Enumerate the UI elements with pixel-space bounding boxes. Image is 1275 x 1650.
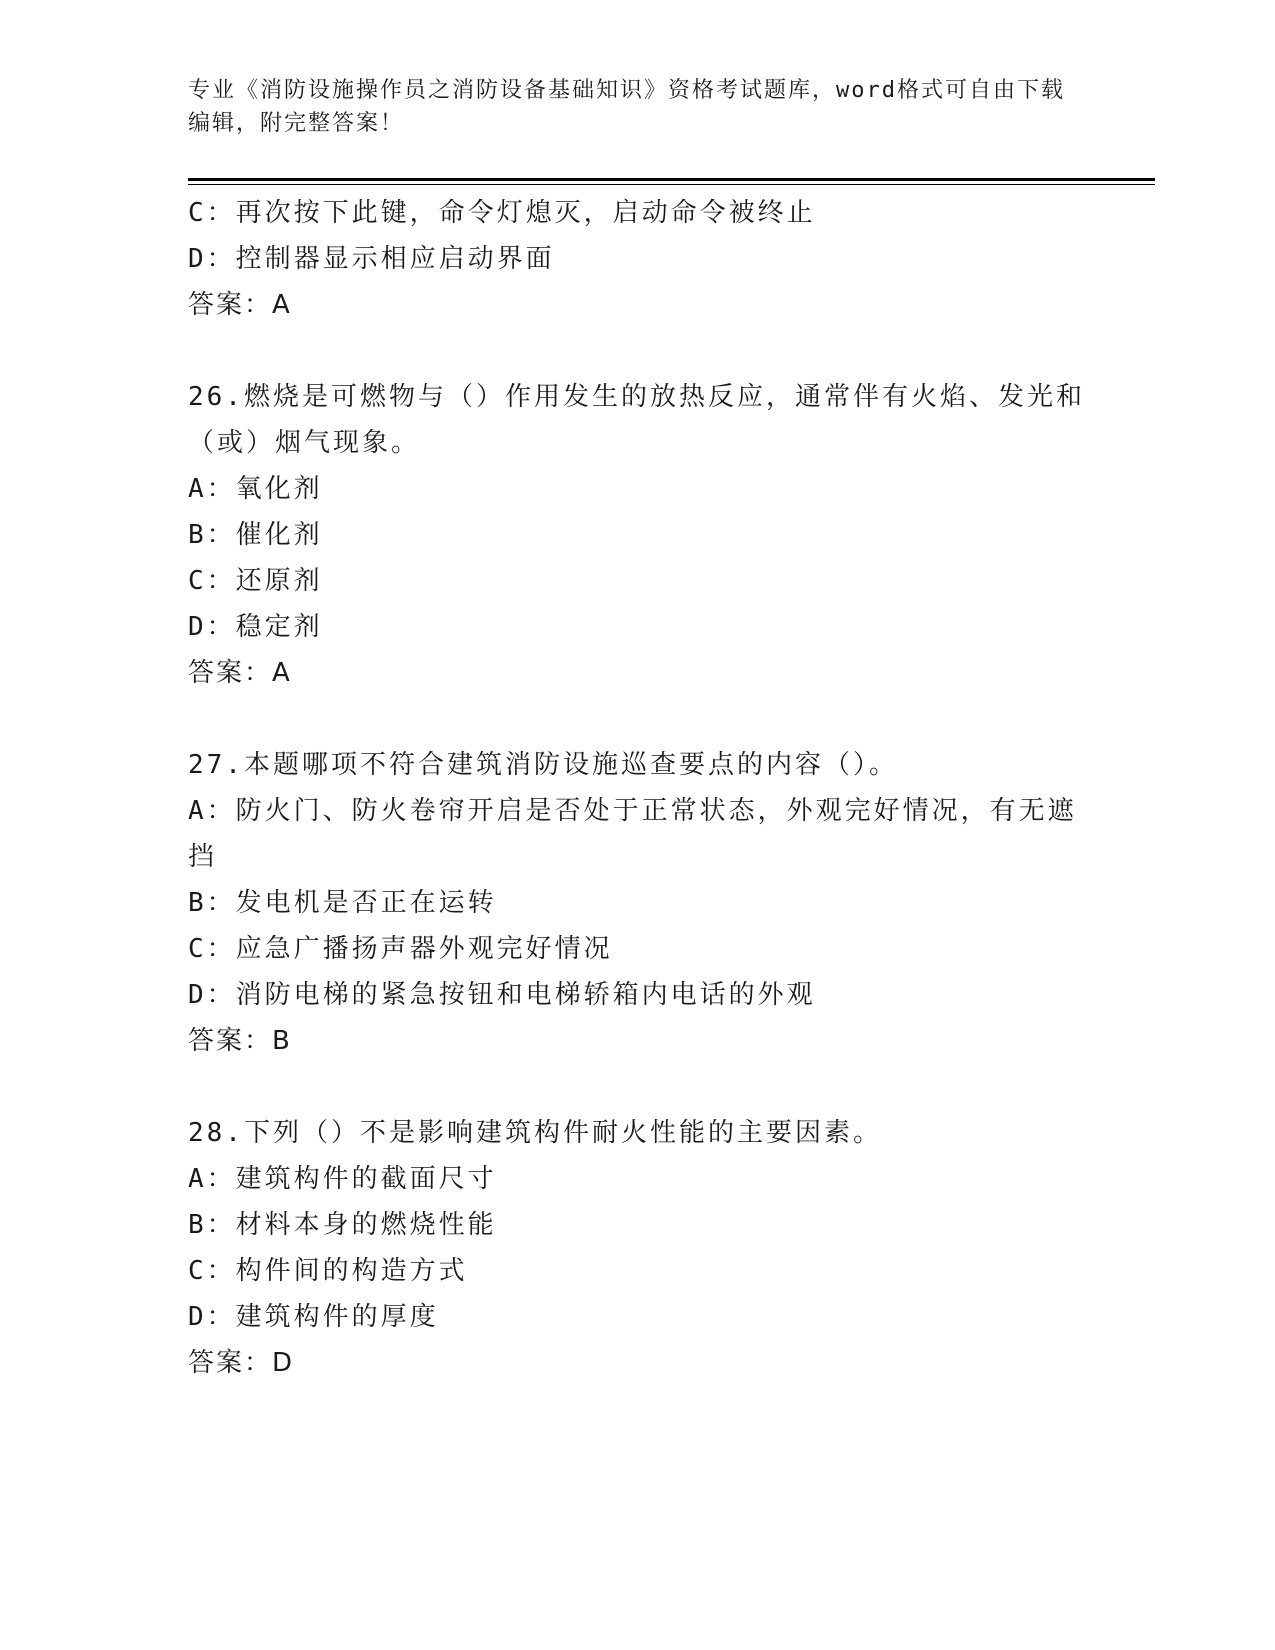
option-c: C：再次按下此键，命令灯熄灭，启动命令被终止 xyxy=(188,198,816,228)
option-c: C：构件间的构造方式 xyxy=(188,1256,468,1286)
question-fragment xyxy=(188,190,1088,328)
option-d: D：稳定剂 xyxy=(188,612,323,642)
option-c: C：还原剂 xyxy=(188,566,323,596)
question-stem: 27.本题哪项不符合建筑消防设施巡查要点的内容（）。 xyxy=(188,750,898,780)
spacer xyxy=(188,696,1088,742)
option-d: D：控制器显示相应启动界面 xyxy=(188,244,555,274)
question-stem: 28.下列（）不是影响建筑构件耐火性能的主要因素。 xyxy=(188,1118,882,1148)
question-stem: 26.燃烧是可燃物与（）作用发生的放热反应，通常伴有火焰、发光和（或）烟气现象。 xyxy=(188,382,1085,458)
option-a: A：氧化剂 xyxy=(188,474,323,504)
question-26 xyxy=(188,374,1088,696)
question-content xyxy=(188,190,1088,1386)
option-d: D：消防电梯的紧急按钮和电梯轿箱内电话的外观 xyxy=(188,980,816,1010)
option-b: B：材料本身的燃烧性能 xyxy=(188,1210,497,1240)
spacer xyxy=(188,1064,1088,1110)
option-a: A：建筑构件的截面尺寸 xyxy=(188,1164,497,1194)
header-rule-thin xyxy=(188,184,1155,185)
option-a: A：防火门、防火卷帘开启是否处于正常状态，外观完好情况，有无遮挡 xyxy=(188,796,1077,872)
spacer xyxy=(188,328,1088,374)
question-27 xyxy=(188,742,1088,1064)
option-b: B：发电机是否正在运转 xyxy=(188,888,497,918)
document-header: 专业《消防设施操作员之消防设备基础知识》资格考试题库，word格式可自由下载编辑，附完整答案！ xyxy=(188,78,1065,136)
header-rule-thick xyxy=(188,178,1155,181)
option-c: C：应急广播扬声器外观完好情况 xyxy=(188,934,613,964)
question-28 xyxy=(188,1110,1088,1386)
answer-line: 答案：D xyxy=(188,1348,295,1378)
answer-line: 答案：A xyxy=(188,290,292,320)
option-b: B：催化剂 xyxy=(188,520,323,550)
answer-line: 答案：A xyxy=(188,658,292,688)
answer-line: 答案：B xyxy=(188,1026,292,1056)
option-d: D：建筑构件的厚度 xyxy=(188,1302,439,1332)
